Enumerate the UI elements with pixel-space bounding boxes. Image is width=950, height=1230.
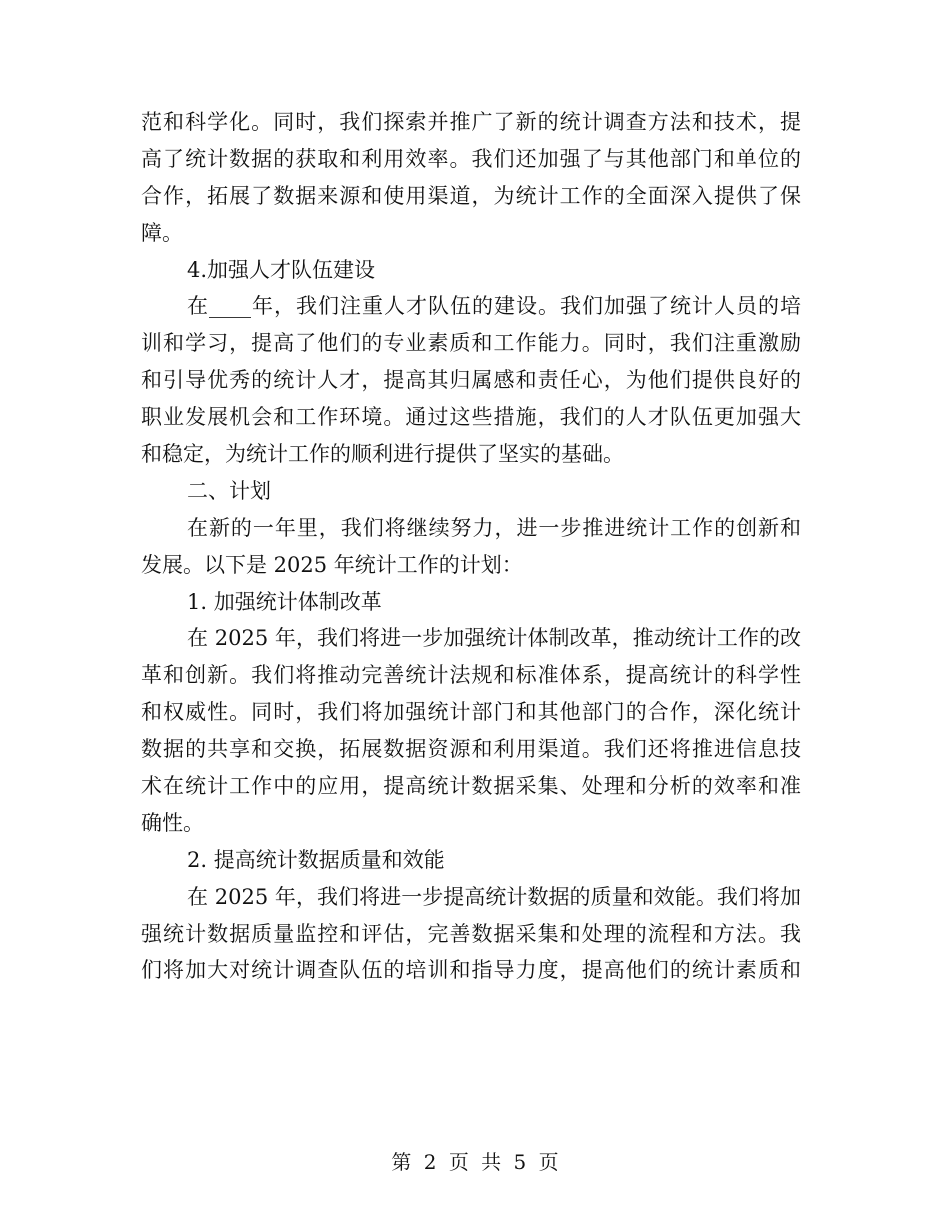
body-line: 发展。以下是 2025 年统计工作的计划： (141, 552, 523, 577)
body-line: 合作，拓展了数据来源和使用渠道，为统计工作的全面深入提供了保 (141, 183, 801, 208)
body-line: 范和科学化。同时，我们探索并推广了新的统计调查方法和技术，提 (141, 110, 801, 134)
body-line: 术在统计工作中的应用，提高统计数据采集、处理和分析的效率和准 (141, 774, 801, 799)
body-line: 和稳定，为统计工作的顺利进行提供了坚实的基础。 (141, 442, 624, 467)
section-heading: 4.加强人才队伍建设 (187, 257, 376, 282)
section-heading: 2. 提高统计数据质量和效能 (187, 847, 445, 872)
section-heading: 1. 加强统计体制改革 (187, 589, 382, 614)
body-line: 和引导优秀的统计人才，提高其归属感和责任心，为他们提供良好的 (141, 368, 801, 393)
document-body (141, 104, 801, 989)
body-line: 在 2025 年，我们将进一步加强统计体制改革，推动统计工作的改 (187, 626, 801, 651)
body-line: 职业发展机会和工作环境。通过这些措施，我们的人才队伍更加强大 (141, 405, 801, 430)
body-line: 在____年，我们注重人才队伍的建设。我们加强了统计人员的培 (187, 294, 801, 319)
body-line: 在 2025 年，我们将进一步提高统计数据的质量和效能。我们将加 (187, 884, 801, 909)
body-line: 确性。 (141, 810, 204, 835)
body-line: 强统计数据质量监控和评估，完善数据采集和处理的流程和方法。我 (141, 921, 801, 946)
section-heading: 二、计划 (187, 478, 271, 503)
body-line: 和权威性。同时，我们将加强统计部门和其他部门的合作，深化统计 (141, 700, 801, 725)
body-line: 训和学习，提高了他们的专业素质和工作能力。同时，我们注重激励 (141, 331, 801, 356)
body-line: 们将加大对统计调查队伍的培训和指导力度，提高他们的统计素质和 (141, 958, 801, 983)
body-line: 数据的共享和交换，拓展数据资源和利用渠道。我们还将推进信息技 (141, 737, 801, 762)
body-line: 高了统计数据的获取和利用效率。我们还加强了与其他部门和单位的 (141, 146, 801, 171)
page-number-footer: 第 2 页 共 5 页 (391, 1150, 559, 1174)
body-line: 障。 (141, 220, 183, 245)
body-line: 革和创新。我们将推动完善统计法规和标准体系，提高统计的科学性 (141, 663, 801, 688)
body-line: 在新的一年里，我们将继续努力，进一步推进统计工作的创新和 (187, 515, 801, 540)
